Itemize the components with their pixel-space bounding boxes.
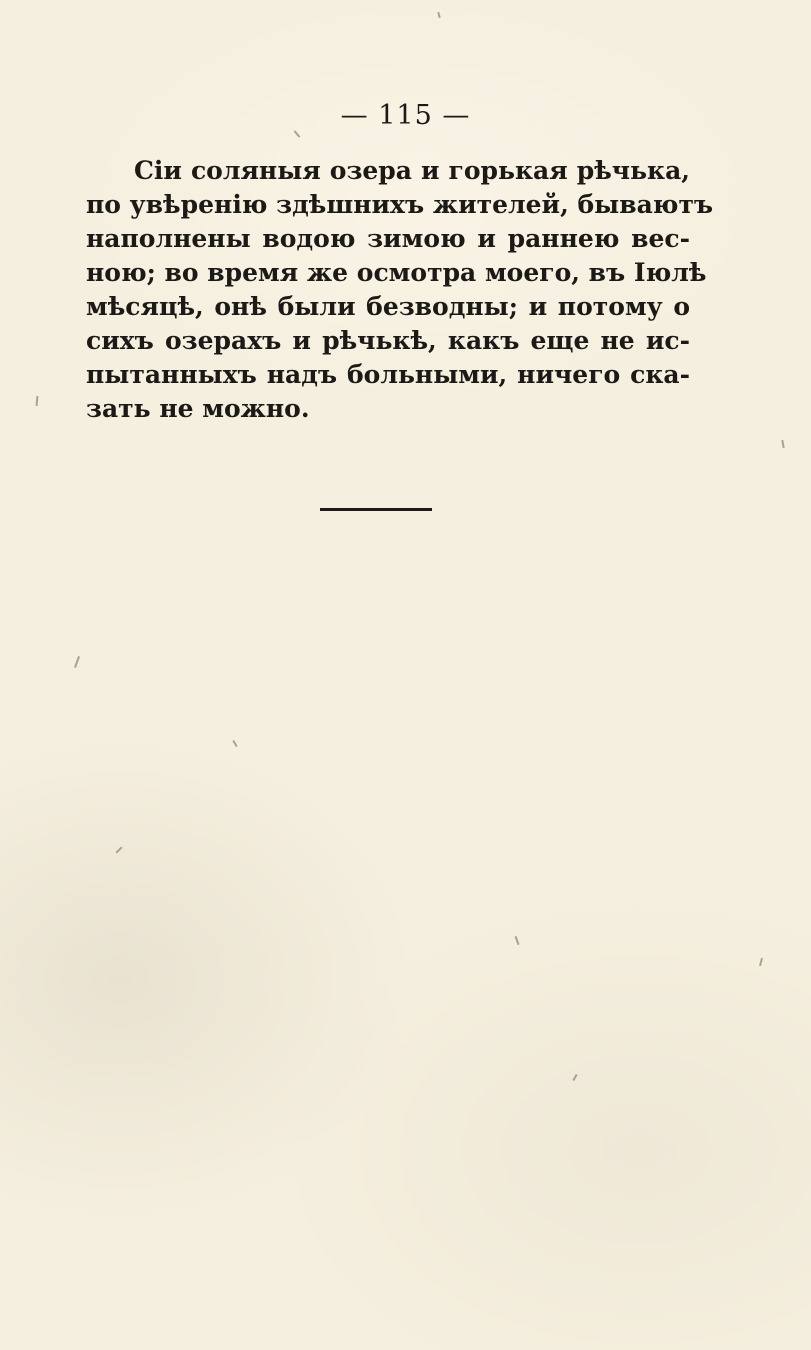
paper-speck (232, 740, 237, 747)
text-line: наполнены водою зимою и раннею вес- (86, 224, 690, 253)
paper-speck (74, 656, 80, 668)
paper-speck (437, 12, 440, 18)
page-number: — 115 — (340, 100, 471, 131)
paper-speck (572, 1074, 577, 1081)
paper-speck (515, 936, 520, 945)
text-line: сихъ озерахъ и рѣчькѣ, какъ еще не ис- (86, 326, 690, 355)
paragraph (86, 154, 714, 426)
text-line: по увѣренію здѣшнихъ жителей, бываютъ (86, 190, 714, 219)
text-line: зать не можно. (86, 394, 310, 423)
paper-speck (36, 396, 39, 406)
text-line: пытанныхъ надъ больными, ничего ска- (86, 360, 690, 389)
paper-speck (759, 958, 763, 966)
text-line: Сіи соляныя озера и горькая рѣчька, (134, 156, 690, 185)
paper-speck (115, 846, 122, 853)
paper-speck (781, 440, 784, 448)
text-line: ною; во время же осмотра моего, въ Іюлѣ (86, 258, 707, 287)
text-line: мѣсяцѣ, онѣ были безводны; и потому о (86, 292, 690, 321)
section-divider (320, 508, 432, 511)
